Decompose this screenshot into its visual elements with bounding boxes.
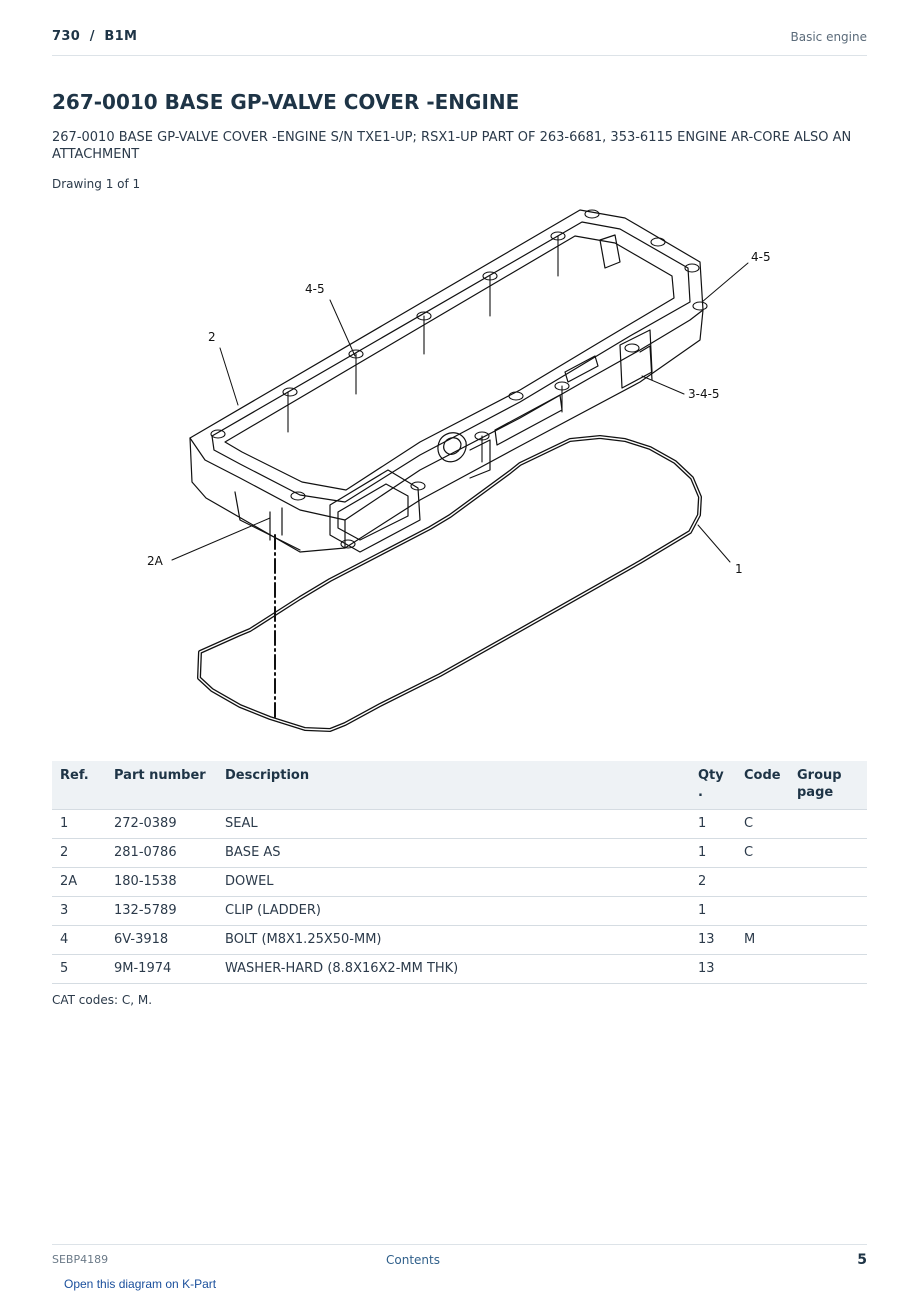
- cell-qty: 1: [690, 897, 736, 926]
- cat-codes-note: CAT codes: C, M.: [52, 993, 153, 1007]
- parts-diagram: [0, 195, 920, 745]
- col-qty: Qty .: [690, 761, 736, 810]
- cell-code: C: [736, 810, 789, 839]
- cell-description: BOLT (M8X1.25X50-MM): [217, 926, 690, 955]
- parts-table: [52, 761, 867, 984]
- table-row: [52, 926, 867, 955]
- cell-qty: 13: [690, 955, 736, 984]
- callout-3-4-5: 3-4-5: [688, 387, 720, 401]
- cell-group-page: [789, 955, 867, 984]
- page-subtitle: 267-0010 BASE GP-VALVE COVER -ENGINE S/N TXE1-UP; RSX1-UP PART OF 263-6681, 353-6115 ENGINE AR-CORE ALSO AN ATTACHMENT: [52, 130, 852, 162]
- table-row: [52, 868, 867, 897]
- col-group-page: Group page: [789, 761, 867, 810]
- cell-part-number: 6V-3918: [106, 926, 217, 955]
- cell-part-number: 132-5789: [106, 897, 217, 926]
- cell-qty: 1: [690, 810, 736, 839]
- page-title: 267-0010 BASE GP-VALVE COVER -ENGINE: [52, 90, 520, 114]
- table-header-row: [52, 761, 867, 810]
- leader-lines: [172, 263, 748, 562]
- cell-ref: 5: [52, 955, 106, 984]
- cell-group-page: [789, 839, 867, 868]
- cell-ref: 3: [52, 897, 106, 926]
- col-part-number: Part number: [106, 761, 217, 810]
- cell-part-number: 272-0389: [106, 810, 217, 839]
- col-code: Code: [736, 761, 789, 810]
- cell-part-number: 281-0786: [106, 839, 217, 868]
- callout-1: 1: [735, 562, 743, 576]
- cell-group-page: [789, 810, 867, 839]
- section-name: Basic engine: [790, 30, 867, 44]
- document-id: SEBP4189: [52, 1253, 109, 1266]
- table-row: [52, 810, 867, 839]
- callout-2a: 2A: [147, 554, 163, 568]
- cell-description: DOWEL: [217, 868, 690, 897]
- breadcrumb: 730 / B1M: [52, 29, 138, 44]
- cell-description: BASE AS: [217, 839, 690, 868]
- page-number: 5: [857, 1252, 867, 1268]
- cell-part-number: 180-1538: [106, 868, 217, 897]
- cell-code: C: [736, 839, 789, 868]
- callout-4-5-right: 4-5: [751, 250, 771, 264]
- footer-divider: [52, 1244, 867, 1245]
- col-ref: Ref.: [52, 761, 106, 810]
- cell-qty: 13: [690, 926, 736, 955]
- bolt-bosses: [211, 210, 707, 548]
- cell-group-page: [789, 897, 867, 926]
- cell-code: [736, 897, 789, 926]
- callout-4-5-left: 4-5: [305, 282, 325, 296]
- cell-description: SEAL: [217, 810, 690, 839]
- cell-ref: 1: [52, 810, 106, 839]
- col-description: Description: [217, 761, 690, 810]
- drawing-label: Drawing 1 of 1: [52, 177, 141, 191]
- cell-code: [736, 868, 789, 897]
- cell-description: WASHER-HARD (8.8X16X2-MM THK): [217, 955, 690, 984]
- cell-code: M: [736, 926, 789, 955]
- table-row: [52, 955, 867, 984]
- cell-group-page: [789, 868, 867, 897]
- contents-link[interactable]: Contents: [386, 1253, 440, 1267]
- table-row: [52, 839, 867, 868]
- cell-ref: 2A: [52, 868, 106, 897]
- cell-ref: 4: [52, 926, 106, 955]
- cell-qty: 1: [690, 839, 736, 868]
- callout-2: 2: [208, 330, 216, 344]
- table-row: [52, 897, 867, 926]
- cell-code: [736, 955, 789, 984]
- open-kpart-link[interactable]: Open this diagram on K-Part: [64, 1277, 217, 1291]
- header-divider: [52, 55, 867, 56]
- cell-ref: 2: [52, 839, 106, 868]
- cell-description: CLIP (LADDER): [217, 897, 690, 926]
- diagram-callouts: [147, 250, 771, 576]
- base-drawing: [190, 210, 703, 552]
- cell-qty: 2: [690, 868, 736, 897]
- cell-part-number: 9M-1974: [106, 955, 217, 984]
- cell-group-page: [789, 926, 867, 955]
